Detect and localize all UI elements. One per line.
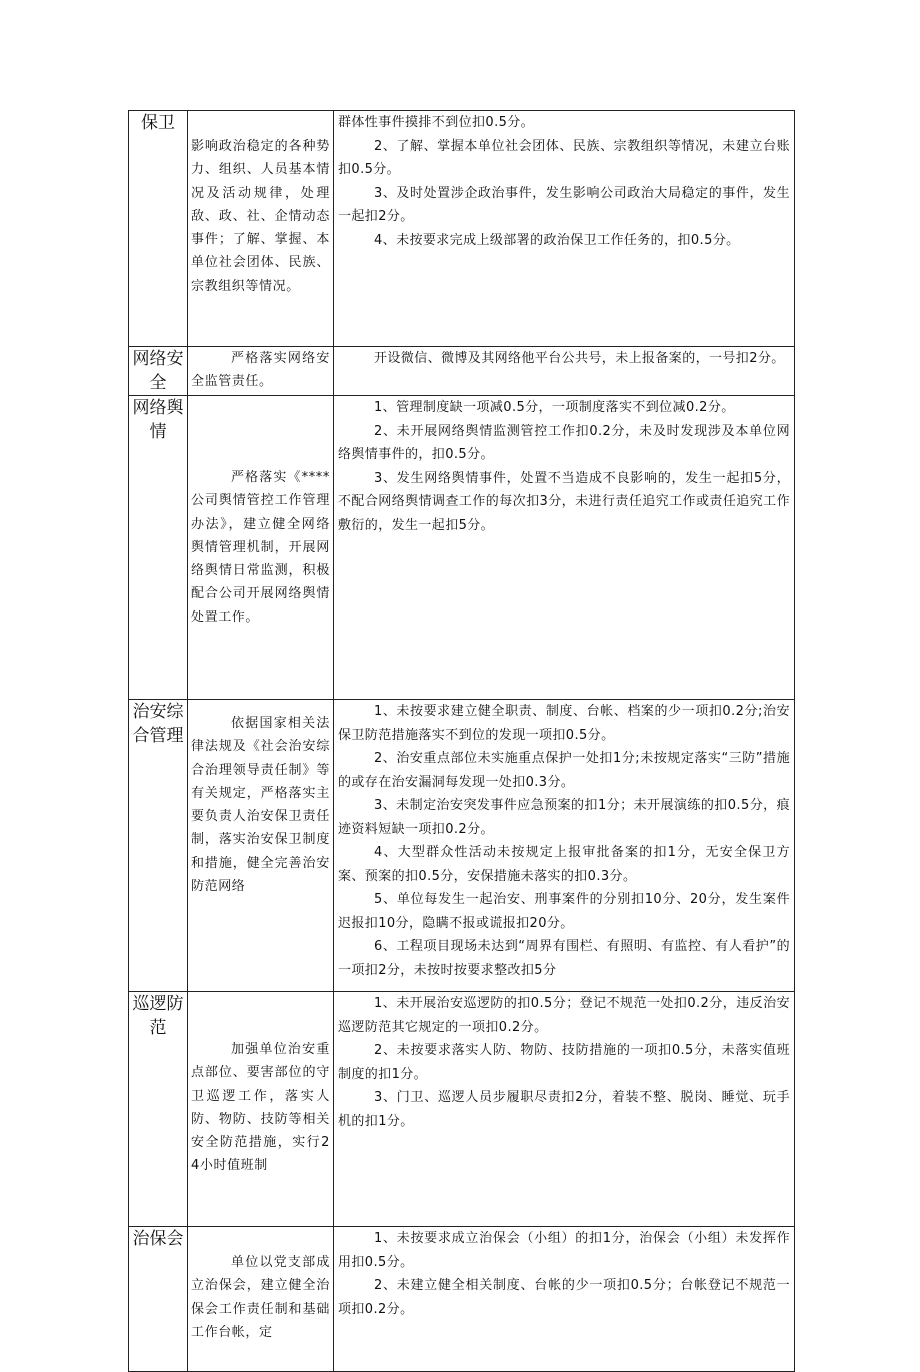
requirement-cell bbox=[188, 111, 334, 347]
requirement-text: 加强单位治安重点部位、要害部位的守卫巡逻工作，落实人防、物防、技防等相关安全防范措施，实行24小时值班制 bbox=[191, 1042, 330, 1174]
requirement-cell bbox=[188, 992, 334, 1227]
rule-item: 开设微信、微博及其网络他平台公共号，未上报备案的，一号扣2分。 bbox=[374, 351, 785, 366]
category-label: 网络舆情 bbox=[132, 398, 184, 442]
requirement-cell bbox=[188, 347, 334, 396]
category-label: 治保会 bbox=[132, 1229, 184, 1249]
requirement-text: 单位以党支部成立治保会，建立健全治保会工作责任制和基础工作台帐，定 bbox=[191, 1255, 330, 1340]
table-row bbox=[129, 347, 795, 396]
requirement-text: 影响政治稳定的各种势力、组织、人员基本情况及活动规律，处理敌、政、社、企情动态事件；了解、掌握、本单位社会团体、民族、宗教组织等情况。 bbox=[191, 139, 330, 294]
rule-cell bbox=[334, 111, 795, 347]
category-cell bbox=[129, 111, 188, 347]
table-row bbox=[129, 992, 795, 1227]
rule-item: 1、未按要求成立治保会（小组）的扣1分，治保会（小组）未发挥作用扣0.5分。 bbox=[338, 1231, 790, 1270]
rule-item: 2、治安重点部位未实施重点保护一处扣1分;未按规定落实“三防”措施的或存在治安漏洞每发现一处扣0.3分。 bbox=[338, 751, 790, 790]
requirement-text: 依据国家相关法律法规及《社会治安综合治理领导责任制》等有关规定，严格落实主要负责人治安保卫责任制，落实治安保卫制度和措施，健全完善治安防范网络 bbox=[191, 716, 330, 895]
requirement-text: 严格落实《****公司舆情管控工作管理办法》，建立健全网络舆情管理机制，开展网络舆情日常监测，积极配合公司开展网络舆情处置工作。 bbox=[191, 470, 330, 625]
rule-item: 3、未制定治安突发事件应急预案的扣1分；未开展演练的扣0.5分，痕迹资料短缺一项扣0.2分。 bbox=[338, 798, 790, 837]
rule-item: 4、大型群众性活动未按规定上报审批备案的扣1分，无安全保卫方案、预案的扣0.5分，安保措施未落实的扣0.3分。 bbox=[338, 845, 790, 884]
rule-item: 3、发生网络舆情事件，处置不当造成不良影响的，发生一起扣5分，不配合网络舆情调查工作的每次扣3分，未进行责任追究工作或责任追究工作敷衍的，发生一起扣5分。 bbox=[338, 470, 790, 533]
category-label: 保卫 bbox=[141, 113, 175, 133]
category-label: 治安综合管理 bbox=[132, 702, 184, 746]
rule-item: 6、工程项目现场未达到“周界有围栏、有照明、有监控、有人看护”的一项扣2分，未按时按要求整改扣5分 bbox=[338, 939, 790, 978]
rule-item: 1、未按要求建立健全职责、制度、台帐、档案的少一项扣0.2分;治安保卫防范措施落实不到位的发现一项扣0.5分。 bbox=[338, 704, 790, 743]
rule-item: 2、未建立健全相关制度、台帐的少一项扣0.5分；台帐登记不规范一项扣0.2分。 bbox=[338, 1278, 790, 1317]
rule-item: 1、未开展治安巡逻防的扣0.5分；登记不规范一处扣0.2分，违反治安巡逻防范其它规定的一项扣0.2分。 bbox=[338, 996, 790, 1035]
requirement-cell bbox=[188, 700, 334, 992]
rule-cell bbox=[334, 1227, 795, 1372]
requirement-cell bbox=[188, 396, 334, 700]
category-cell bbox=[129, 700, 188, 992]
rule-item: 2、未按要求落实人防、物防、技防措施的一项扣0.5分，未落实值班制度的扣1分。 bbox=[338, 1043, 790, 1082]
category-label: 网络安全 bbox=[132, 349, 184, 393]
table-row bbox=[129, 111, 795, 347]
category-label: 巡逻防范 bbox=[132, 994, 184, 1038]
rule-item: 1、管理制度缺一项减0.5分，一项制度落实不到位减0.2分。 bbox=[374, 400, 735, 415]
rule-cell bbox=[334, 396, 795, 700]
category-cell bbox=[129, 347, 188, 396]
rule-cell bbox=[334, 347, 795, 396]
category-cell bbox=[129, 1227, 188, 1372]
rule-item: 4、未按要求完成上级部署的政治保卫工作任务的，扣0.5分。 bbox=[374, 232, 740, 248]
category-cell bbox=[129, 992, 188, 1227]
assessment-table bbox=[128, 110, 795, 1372]
rule-item: 3、及时处置涉企政治事件，发生影响公司政治大局稳定的事件，发生一起扣2分。 bbox=[338, 185, 790, 224]
rule-item: 5、单位每发生一起治安、刑事案件的分别扣10分、20分，发生案件迟报扣10分，隐瞒不报或谎报扣20分。 bbox=[338, 892, 790, 931]
rule-item: 群体性事件摸排不到位扣0.5分。 bbox=[338, 115, 535, 130]
rule-cell bbox=[334, 700, 795, 992]
table-row bbox=[129, 396, 795, 700]
rule-item: 2、了解、掌握本单位社会团体、民族、宗教组织等情况，未建立台账扣0.5分。 bbox=[338, 138, 790, 177]
rule-item: 3、门卫、巡逻人员步履职尽责扣2分，着装不整、脱岗、睡觉、玩手机的扣1分。 bbox=[338, 1090, 790, 1129]
table-row bbox=[129, 700, 795, 992]
category-cell bbox=[129, 396, 188, 700]
rule-cell bbox=[334, 992, 795, 1227]
requirement-text: 严格落实网络安全监管责任。 bbox=[191, 351, 330, 390]
table-row bbox=[129, 1227, 795, 1372]
requirement-cell bbox=[188, 1227, 334, 1372]
rule-item: 2、未开展网络舆情监测管控工作扣0.2分，未及时发现涉及本单位网络舆情事件的，扣0.5分。 bbox=[338, 423, 790, 462]
